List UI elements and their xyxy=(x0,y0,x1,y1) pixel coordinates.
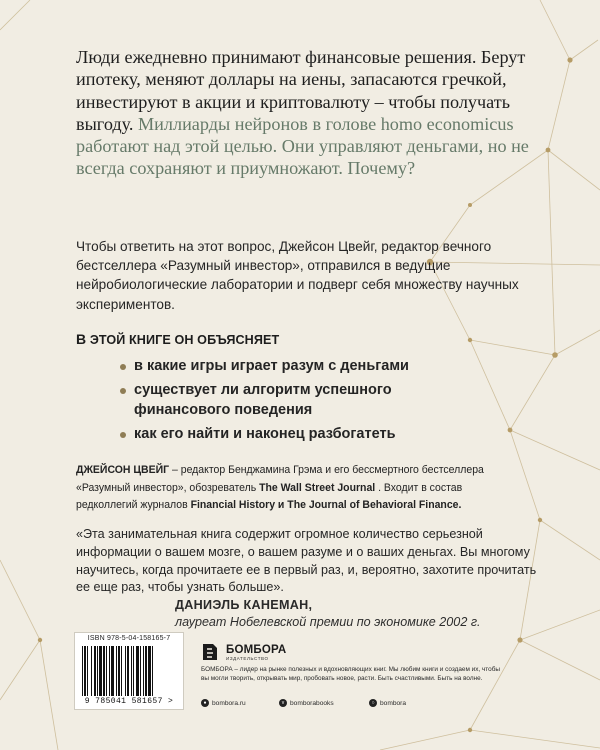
publisher-description: БОМБОРА – лидер на рынке полезных и вдохновляющих книг. Мы любим книги и создаем их, чтобы вы могли творить, открывать мир, пробовать новое, расти. Быть счастливыми. Быть на волне. xyxy=(201,666,500,682)
barcode-number: 9 785041 581657 > xyxy=(84,697,174,706)
bullet-icon xyxy=(120,432,126,438)
bio-journals: Financial History и The Journal of Behavioral Finance. xyxy=(190,499,462,512)
body-paragraph: Чтобы ответить на этот вопрос, Джейсон Цвейг, редактор вечного бестселлера «Разумный инвестор», отправился в ведущие нейробиологические лаборатории и подверг себя множеству научных экспериментов. xyxy=(76,239,519,312)
list-item xyxy=(134,424,464,445)
social-link-label: bomborabooks xyxy=(290,699,334,707)
logo-text: БОМБОРА xyxy=(226,644,287,656)
list-item-text: существует ли алгоритм успешного финансового поведения xyxy=(134,381,392,419)
bio-wsj: The Wall Street Journal xyxy=(259,481,376,494)
list-item xyxy=(134,380,464,421)
globe-icon: ● xyxy=(201,699,209,707)
social-link-label: bombora xyxy=(380,699,407,707)
intro-accent: Миллиарды нейронов в голове homo economicus работают над этой целью. Они управляют деньгами, но не всегда сохраняют и приумножают. Почему? xyxy=(76,113,529,179)
intro-lead: Люди ежедневно принимают финансовые решения. Берут ипотеку, меняют доллары на иены, запасаются гречкой, инвестируют в акции и криптовалюту – чтобы получать выгоду. xyxy=(76,47,526,134)
social-link-vk[interactable] xyxy=(279,699,334,707)
social-link-site[interactable] xyxy=(201,699,246,707)
heading-initial: В xyxy=(76,331,87,347)
heading-rest: ЭТОЙ КНИГЕ ОН ОБЪЯСНЯЕТ xyxy=(89,333,280,347)
explains-list xyxy=(134,356,464,447)
bombora-logo-icon xyxy=(200,641,222,663)
intro-text xyxy=(76,46,546,180)
review-quote: «Эта занимательная книга содержит огромное количество серьезной информации о вашем мозге, о вашем разуме и о ваших деньгах. Вы многому научитесь, когда прочитаете ее в первый раз, и, вероятно, захотите прочитать ее еще раз, чтобы узнать больше». xyxy=(76,527,537,595)
barcode xyxy=(74,632,184,710)
barcode-bars xyxy=(82,646,176,696)
list-item-text: как его найти и наконец разбогатеть xyxy=(134,425,396,442)
quote-author: ДАНИЭЛЬ КАНЕМАН, xyxy=(175,598,313,612)
social-link-instagram[interactable] xyxy=(369,699,406,707)
list-item-text: в какие игры играет разум с деньгами xyxy=(134,358,409,374)
list-item xyxy=(134,356,464,377)
quote-author-title: лауреат Нобелевской премии по экономике 2002 г. xyxy=(175,615,481,629)
bullet-icon xyxy=(120,364,126,370)
vk-icon: v xyxy=(279,699,287,707)
bio-author-name: ДЖЕЙСОН ЦВЕЙГ xyxy=(76,464,170,476)
isbn-text: ISBN 978-5-04-158165-7 xyxy=(87,635,171,642)
explains-heading xyxy=(76,331,279,347)
logo-subtitle: ИЗДАТЕЛЬСТВО xyxy=(226,656,269,661)
instagram-icon: ○ xyxy=(369,699,377,707)
bio-text-1: – редактор Бенджамина Грэма и его бессмертного бестселлера «Разумный инвестор», обозреватель xyxy=(76,464,484,494)
social-links xyxy=(201,699,501,711)
bio-text-2: . Входит в состав редколлегий журналов xyxy=(76,481,463,512)
bullet-icon xyxy=(120,388,126,394)
quote-signature xyxy=(175,597,555,631)
social-link-label: bombora.ru xyxy=(212,699,246,707)
author-bio xyxy=(76,462,508,515)
